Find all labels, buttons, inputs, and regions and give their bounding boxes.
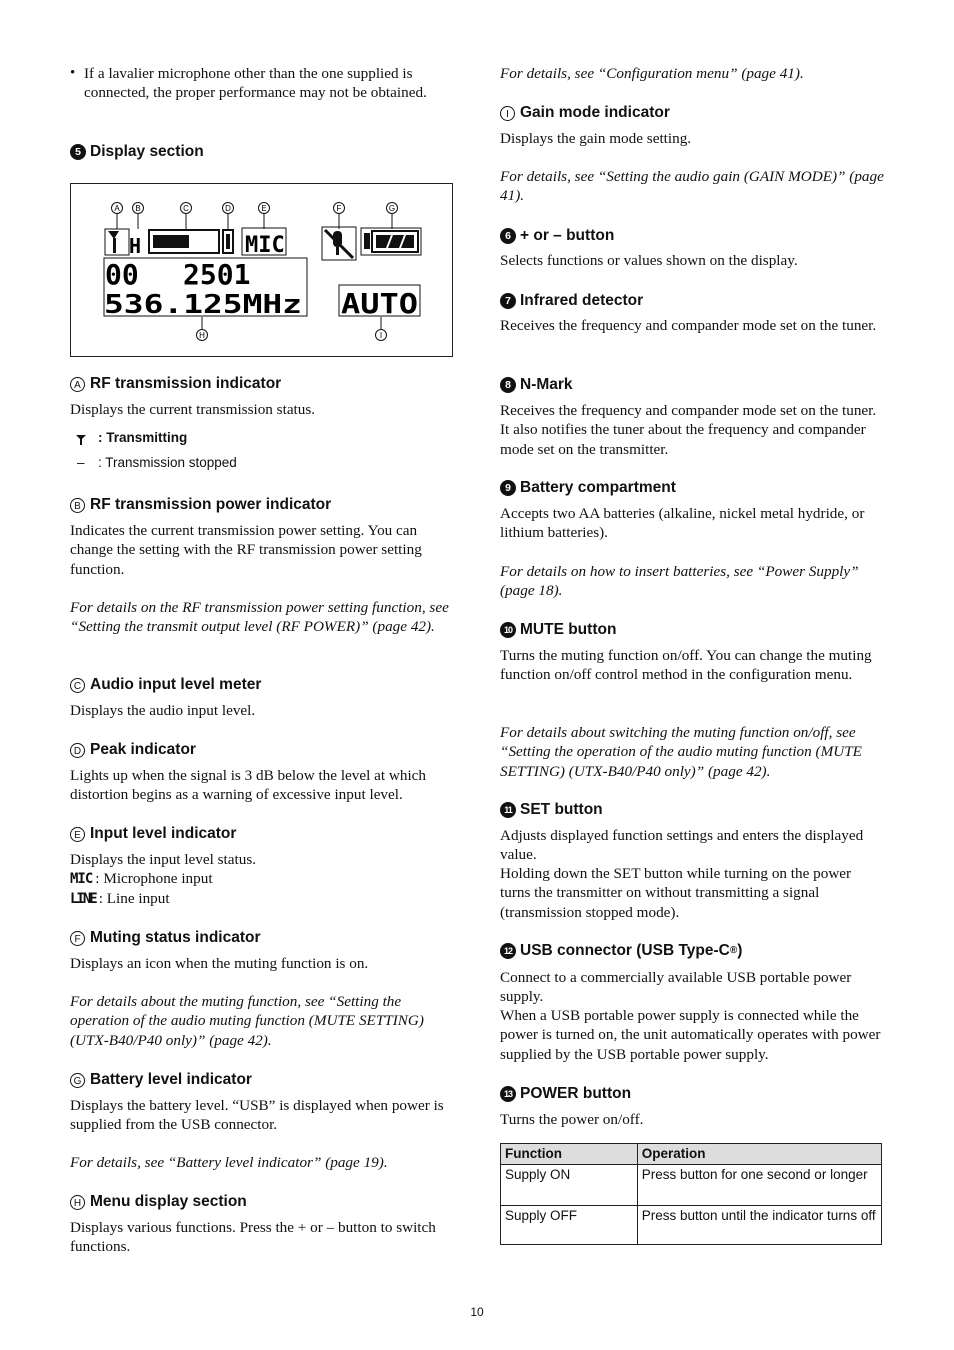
set-button-body: Adjusts displayed function settings and enters the displayed value. (500, 827, 864, 864)
gain-mode-readout: AUTO (341, 287, 418, 320)
callout-c (181, 203, 192, 230)
table-row (501, 1206, 882, 1245)
power-operation-table (500, 1143, 882, 1245)
callout-f-label: F (336, 204, 342, 213)
table-header: Function (501, 1144, 638, 1165)
bullet-note (70, 64, 455, 103)
number-badge: 8 (500, 377, 516, 393)
bullet-text: If a lavalier microphone other than the one supplied is connected, the proper performance may not be obtained. (84, 65, 427, 102)
muting-status-indicator-heading: F Muting status indicator (70, 928, 455, 948)
n-mark-heading: 8 N-Mark (500, 375, 885, 395)
configuration-menu-reference: For details, see “Configuration menu” (page 41). (500, 65, 804, 82)
battery-level-indicator-heading: G Battery level indicator (70, 1070, 455, 1090)
rf-transmission-indicator-heading: A RF transmission indicator (70, 374, 455, 394)
number-badge: 11 (500, 802, 516, 818)
microphone-input-item: MIC : Microphone input (70, 870, 213, 887)
set-button-body-2: Holding down the SET button while turning on the power turns the transmitter on without transmitting a signal (transmission stopped mode). (500, 865, 852, 921)
callout-d-label: D (225, 204, 231, 213)
rf-power-indicator-reference: For details on the RF transmission power setting function, see “Setting the transmit output level (RF POWER)” (page 42). (70, 599, 449, 636)
table-cell: Press button until the indicator turns off (637, 1206, 881, 1245)
mute-icon (322, 227, 356, 260)
table-cell: Press button for one second or longer (637, 1165, 881, 1206)
letter-badge: B (70, 498, 85, 513)
callout-b-label: B (135, 204, 141, 213)
set-button-heading: 11 SET button (500, 800, 885, 820)
page-number: 10 (470, 1305, 484, 1319)
callout-i-label: I (379, 331, 383, 340)
muting-status-indicator-body: Displays an icon when the muting function is on. (70, 955, 369, 972)
antenna-icon (105, 229, 129, 255)
callout-g-label: G (388, 204, 396, 213)
letter-badge: I (500, 106, 515, 121)
lcd-illustration (71, 184, 452, 356)
gain-mode-indicator-body: Displays the gain mode setting. (500, 130, 692, 147)
n-mark-body: Receives the frequency and compander mode set on the tuner. It also notifies the tuner about the frequency and compander mode set on the transmitter. (500, 402, 877, 458)
table-header-row (501, 1144, 882, 1165)
input-level-indicator-heading: E Input level indicator (70, 824, 455, 844)
number-badge: 9 (500, 480, 516, 496)
mic-indicator-glyph: MIC (245, 233, 285, 258)
peak-indicator-heading: D Peak indicator (70, 740, 455, 760)
power-button-heading: 13 POWER button (500, 1084, 885, 1104)
group-readout: 2501 (183, 258, 251, 291)
plus-minus-button-body: Selects functions or values shown on the display. (500, 252, 798, 269)
bullet: • (70, 65, 76, 81)
callout-g (387, 203, 398, 230)
letter-badge: A (70, 377, 85, 392)
letter-badge: H (70, 1195, 85, 1210)
callout-e-label: E (261, 204, 267, 213)
table-row (501, 1165, 882, 1206)
letter-badge: D (70, 743, 85, 758)
letter-badge: F (70, 931, 85, 946)
mute-button-body: Turns the muting function on/off. You can change the muting function on/off control method in the configuration menu. (500, 647, 872, 684)
battery-level-indicator-reference: For details, see “Battery level indicator” (page 19). (70, 1154, 388, 1171)
battery-level-indicator-body: Displays the battery level. “USB” is displayed when power is supplied from the USB connector. (70, 1097, 444, 1134)
rf-power-indicator-heading: B RF transmission power indicator (70, 495, 455, 515)
audio-input-level-meter-body: Displays the audio input level. (70, 702, 256, 719)
number-badge: 12 (500, 943, 516, 959)
callout-h-label: H (199, 331, 205, 340)
power-button-body: Turns the power on/off. (500, 1111, 644, 1128)
display-section-heading: 5 Display section (70, 142, 455, 162)
letter-badge: E (70, 827, 85, 842)
usb-connector-body: Connect to a commercially available USB portable power supply. (500, 969, 852, 1006)
number-badge: 10 (500, 622, 516, 638)
line-input-item: LINE : Line input (70, 890, 170, 907)
transmission-stopped-item: – : Transmission stopped (77, 455, 237, 470)
callout-a (112, 203, 123, 230)
letter-badge: C (70, 678, 85, 693)
callout-f (334, 203, 345, 230)
number-badge: 13 (500, 1086, 516, 1102)
letter-badge: G (70, 1073, 85, 1088)
battery-icon (361, 228, 421, 255)
infrared-detector-heading: 7 Infrared detector (500, 291, 885, 311)
gain-mode-indicator-reference: For details, see “Setting the audio gain (GAIN MODE)” (page 41). (500, 168, 884, 205)
display-diagram (70, 183, 453, 357)
audio-input-level-meter-heading: C Audio input level meter (70, 675, 455, 695)
callout-c-label: C (183, 204, 189, 213)
callout-i (376, 317, 387, 341)
callout-d (223, 203, 234, 230)
menu-display-section-body: Displays various functions. Press the + or – button to switch functions. (70, 1219, 436, 1256)
table-cell: Supply OFF (501, 1206, 638, 1245)
transmitting-item: : Transmitting (70, 428, 455, 448)
usb-connector-heading: 12 USB connector (USB Type-C ® ) (500, 941, 885, 961)
rf-transmission-indicator-body: Displays the current transmission status. (70, 401, 316, 418)
usb-connector-body-2: When a USB portable power supply is connected while the power is turned on, the unit automatically operates with power supplied by the USB portable power supply. (500, 1007, 881, 1063)
mic-icon: MIC (70, 870, 93, 887)
battery-compartment-body: Accepts two AA batteries (alkaline, nickel metal hydride, or lithium batteries). (500, 505, 865, 542)
table-cell: Supply ON (501, 1165, 638, 1206)
menu-display-section-heading: H Menu display section (70, 1192, 455, 1212)
plus-minus-button-heading: 6 + or – button (500, 226, 885, 246)
infrared-detector-body: Receives the frequency and compander mode set on the tuner. (500, 317, 877, 334)
mute-button-heading: 10 MUTE button (500, 620, 885, 640)
frequency-readout: 536.125MHz (104, 290, 302, 320)
peak-indicator-body: Lights up when the signal is 3 dB below the level at which distortion begins as a warning of excessive input level. (70, 767, 427, 804)
callout-e (259, 203, 270, 230)
callout-a-label: A (114, 204, 120, 213)
callout-h (197, 317, 208, 341)
power-level-glyph: H (129, 234, 142, 258)
number-badge: 5 (70, 144, 86, 160)
audio-level-meter (149, 230, 233, 253)
muting-status-indicator-reference: For details about the muting function, see “Setting the operation of the audio muting function (MUTE SETTING) (UTX-B40/P40 only)” (page 42). (70, 993, 424, 1049)
battery-compartment-reference: For details on how to insert batteries, see “Power Supply” (page 18). (500, 563, 859, 600)
callout-b (133, 203, 144, 230)
channel-readout: 00 (105, 258, 139, 291)
number-badge: 6 (500, 228, 516, 244)
table-header: Operation (637, 1144, 881, 1165)
battery-compartment-heading: 9 Battery compartment (500, 478, 885, 498)
line-icon: LINE (70, 890, 96, 907)
antenna-icon (70, 431, 98, 445)
gain-mode-indicator-heading: I Gain mode indicator (500, 103, 885, 123)
input-level-indicator-body: Displays the input level status. (70, 851, 257, 868)
number-badge: 7 (500, 293, 516, 309)
mute-button-reference: For details about switching the muting function on/off, see “Setting the operation of the audio muting function (MUTE SETTING) (UTX-B40/P40 only)” (page 42). (500, 724, 862, 780)
rf-power-indicator-body: Indicates the current transmission power setting. You can change the setting with the RF transmission power setting function. (70, 522, 422, 578)
